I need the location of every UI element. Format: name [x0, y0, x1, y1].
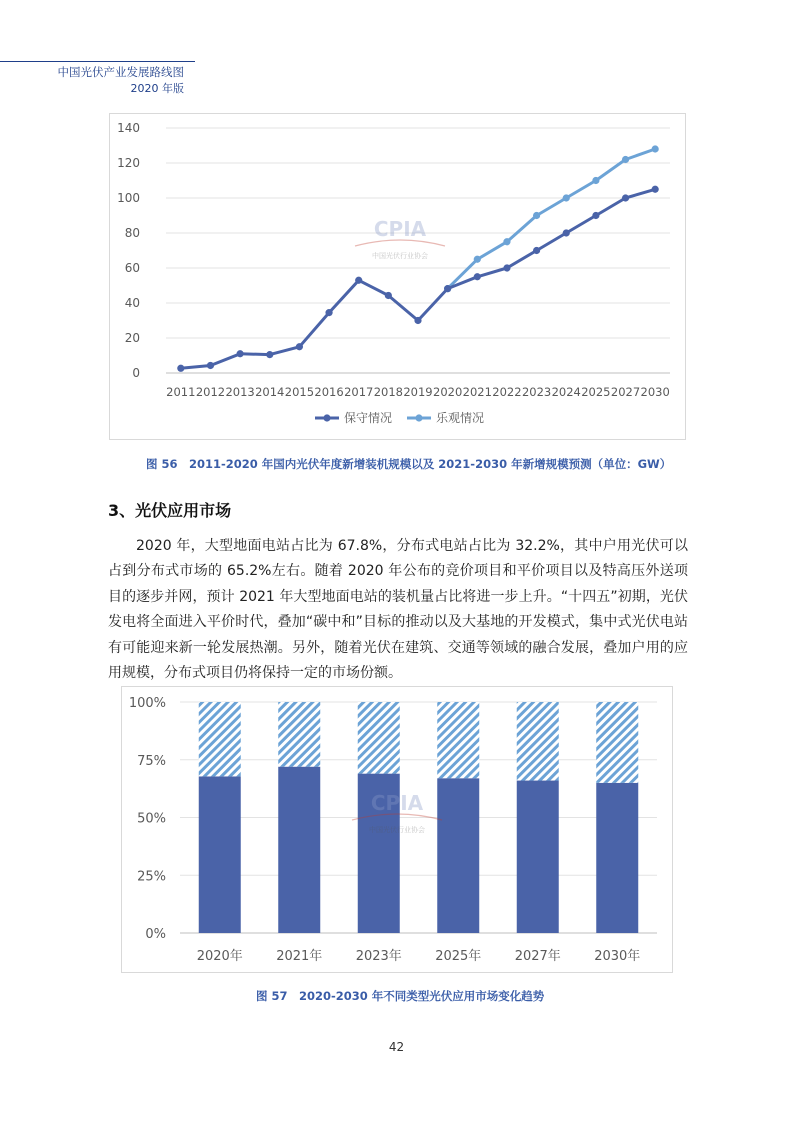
x-tick-label: 2013	[225, 385, 255, 399]
x-tick-label: 2020年	[196, 949, 243, 964]
watermark-org: 中国光伏行业协会	[372, 252, 428, 260]
x-tick-label: 2021	[462, 385, 492, 399]
data-point	[592, 212, 599, 219]
y-tick-label: 140	[117, 121, 140, 135]
x-tick-label: 2014	[255, 385, 285, 399]
x-tick-label: 2012	[195, 385, 226, 399]
section-title: 3、光伏应用市场	[108, 501, 232, 520]
y-tick-label: 100%	[128, 696, 166, 711]
x-tick-label: 2019	[403, 385, 433, 399]
y-tick-label: 40	[124, 296, 140, 310]
paragraph-text: 2020 年，大型地面电站占比为 67.8%，分布式电站占比为 32.2%，其中户用光伏可以占到分布式市场的 65.2%左右。随着 2020 年公布的竞价项目和平价项目以及特高压外送项目的逐步并网，预计 2021 年大型地面电站的装机量占比将进一步上升。“十四五”初期，光伏发电将全面进入平价时代，叠加“碳中和”目标的推动以及大基地的开发模式，集中式光伏电站有可能迎来新一轮发展热潮。另外，随着光伏在建筑、交通等领域的融合发展，叠加户用的应用规模，分布式项目仍将保持一定的市场份额。	[108, 538, 688, 682]
data-point	[533, 247, 540, 254]
legend-swatch-marker	[323, 414, 330, 421]
x-tick-label: 2023年	[355, 949, 402, 964]
header-rule	[0, 61, 195, 62]
x-tick-label: 2025年	[435, 949, 482, 964]
y-tick-label: 0	[132, 366, 140, 380]
legend-item	[315, 410, 392, 425]
y-tick-label: 100	[117, 191, 140, 205]
watermark-logo: CPIA	[373, 217, 427, 241]
data-point	[503, 264, 510, 271]
data-point	[533, 212, 540, 219]
bar-segment-solid	[596, 783, 638, 933]
data-point	[563, 229, 570, 236]
y-tick-label: 20	[124, 331, 140, 345]
legend-label: 保守情况	[344, 411, 393, 425]
watermark-org: 中国光伏行业协会	[369, 826, 425, 834]
x-tick-label: 2011	[166, 385, 196, 399]
bar-segment-solid	[199, 776, 241, 933]
x-tick-label: 2023	[521, 385, 552, 399]
y-tick-label: 80	[124, 226, 140, 240]
data-point	[622, 156, 629, 163]
x-tick-label: 2020	[433, 385, 463, 399]
data-point	[652, 186, 659, 193]
stacked-bar-chart-svg	[122, 687, 672, 972]
x-tick-label: 2017	[344, 385, 374, 399]
data-point	[414, 317, 421, 324]
figure-56-caption: 图 56 2011-2020 年国内光伏年度新增装机规模以及 2021-2030 年新增规模预测（单位：GW）	[146, 457, 672, 471]
x-tick-label: 2024	[551, 385, 581, 399]
x-tick-label: 2027年	[514, 949, 561, 964]
header-edition: 2020 年版	[130, 82, 184, 95]
line-chart-svg	[110, 114, 685, 439]
bar-segment-hatched	[358, 702, 400, 774]
bar-segment-solid	[437, 778, 479, 933]
bar-segment-hatched	[278, 702, 320, 767]
x-tick-label: 2027	[610, 385, 641, 399]
bar-segment-hatched	[437, 702, 479, 778]
legend-label: 乐观情况	[436, 411, 485, 425]
data-point	[563, 194, 570, 201]
y-tick-label: 75%	[137, 753, 166, 769]
bar-segment-solid	[278, 767, 320, 933]
data-point	[474, 256, 481, 263]
x-tick-label: 2018	[373, 385, 403, 399]
bar-segment-hatched	[517, 702, 559, 781]
x-tick-label: 2025	[581, 385, 611, 399]
data-point	[503, 238, 510, 245]
data-point	[444, 285, 451, 292]
data-point	[325, 309, 332, 316]
data-point	[266, 351, 273, 358]
bar-segment-solid	[517, 781, 559, 933]
data-point	[622, 194, 629, 201]
page-number: 42	[388, 1040, 405, 1054]
data-point	[355, 277, 362, 284]
watermark-logo: CPIA	[370, 791, 424, 815]
data-point	[237, 350, 244, 357]
data-point	[474, 273, 481, 280]
figure-57-chart	[121, 686, 673, 973]
data-point	[385, 292, 392, 299]
y-tick-label: 25%	[137, 869, 166, 885]
data-point	[592, 177, 599, 184]
body-paragraph	[108, 534, 688, 686]
bar-segment-hatched	[199, 702, 241, 776]
data-point	[207, 362, 214, 369]
x-tick-label: 2016	[314, 385, 344, 399]
y-tick-label: 120	[117, 156, 140, 170]
x-tick-label: 2030年	[594, 949, 641, 964]
data-point	[177, 365, 184, 372]
legend-item	[407, 410, 484, 425]
data-point	[652, 145, 659, 152]
data-point	[296, 343, 303, 350]
x-tick-label: 2022	[492, 385, 522, 399]
x-tick-label: 2021年	[276, 949, 323, 964]
y-tick-label: 0%	[145, 927, 166, 942]
figure-57-caption: 图 57 2020-2030 年不同类型光伏应用市场变化趋势	[256, 989, 545, 1003]
legend-swatch-marker	[415, 414, 422, 421]
y-tick-label: 50%	[137, 811, 166, 827]
watermark	[355, 217, 445, 260]
header-title: 中国光伏产业发展路线图	[57, 65, 184, 79]
bar-segment-hatched	[596, 702, 638, 783]
x-tick-label: 2030	[640, 385, 670, 399]
figure-56-chart	[109, 113, 686, 440]
x-tick-label: 2015	[284, 385, 315, 399]
y-tick-label: 60	[124, 261, 140, 275]
